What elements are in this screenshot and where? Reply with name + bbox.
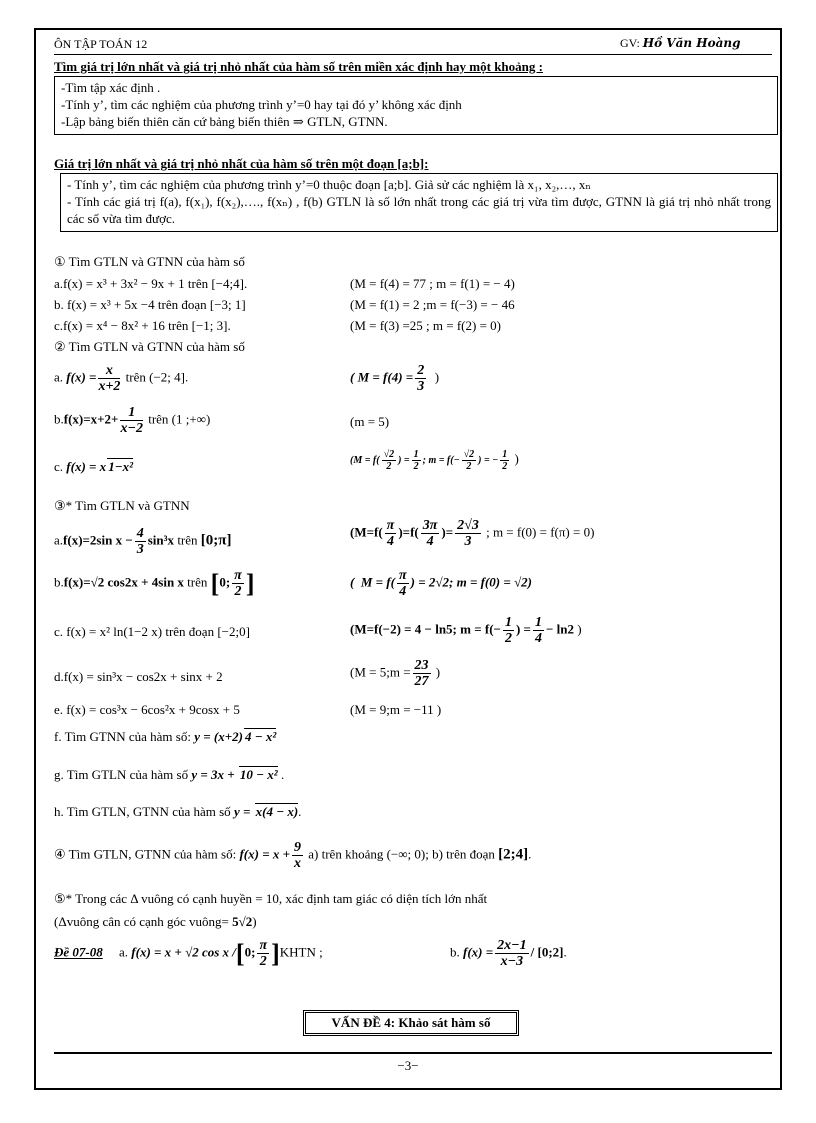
section1-step: -Lập bảng biến thiên căn cứ bảng biến thiên ⇒ GTLN, GTNN. xyxy=(61,114,388,129)
section2-step1: - Tính y’, tìm các nghiệm của phương trình y’=0 thuộc đoạn [a;b]. Giả sử các nghiệm là x₁, x₂,…, xₙ xyxy=(67,177,591,192)
ex1-a-question: a.f(x) = x³ + 3x² − 9x + 1 trên [−4;4]. xyxy=(54,276,248,291)
ex1-b-answer: (M = f(1) = 2 ;m = f(−3) = − 46 xyxy=(350,297,515,312)
page-number: −3− xyxy=(397,1058,419,1073)
exam-row: Đề 07-08 a. f(x) = x + √2 cos x /[0; $\frac{\pi}{2}$ ]KHTN ; xyxy=(54,938,323,970)
ex3-h: h. Tìm GTLN, GTNN của hàm số y = x(4 − x). xyxy=(54,804,302,819)
header-divider xyxy=(54,54,772,55)
section1-box xyxy=(54,76,778,135)
ex2-title: ② Tìm GTLN và GTNN của hàm số xyxy=(54,339,245,354)
ex3-f: f. Tìm GTNN của hàm số: y = (x+2) 4 − x² xyxy=(54,729,277,744)
ex3-c: c. f(x) = x² ln(1−2 x) trên đoạn [−2;0] xyxy=(54,624,250,639)
ex5-line1: ⑤* Trong các Δ vuông có cạnh huyền = 10, xác định tam giác có diện tích lớn nhất xyxy=(54,891,488,906)
section2-box xyxy=(60,173,778,232)
ex3-a-answer: (M=f( $\frac{\pi}{4}$ )=f( $\frac{3\pi}{4}$ )= $\frac{2√3}{3}$ ; m = f(0) = f(π) = 0) xyxy=(350,518,595,549)
ex1-c-question: c.f(x) = x⁴ − 8x² + 16 trên [−1; 3]. xyxy=(54,318,231,333)
ex3-a: a.f(x)=2sin x − $\frac{4}{3}$ sin³x trên [0;π] xyxy=(54,526,232,557)
section1-step: -Tìm tập xác định . xyxy=(61,80,161,95)
ex2-c: c. f(x) = x 1−x² xyxy=(54,459,133,474)
ex3-d-answer: (M = 5;m = $\frac{23}{27}$ ) xyxy=(350,658,441,689)
ex3-c-answer: (M=f(−2) = 4 − ln5; m = f(− $\frac{1}{2}$ ) = $\frac{1}{4}$ − ln2 ) xyxy=(350,615,582,646)
ex2-b-answer: (m = 5) xyxy=(350,414,390,429)
header-teacher xyxy=(620,36,741,50)
teacher-signature: Hồ Văn Hoàng xyxy=(642,36,741,50)
header-course: ÔN TẬP TOÁN 12 xyxy=(54,37,148,51)
ex3-e: e. f(x) = cos³x − 6cos²x + 9cosx + 5 xyxy=(54,702,240,717)
ex3-d: d.f(x) = sin³x − cos2x + sinx + 2 xyxy=(54,669,223,684)
ex3-b-answer: ( M = f( $\frac{\pi}{4}$ ) = 2√2; m = f(0) = √2) xyxy=(350,568,532,599)
ex3-g: g. Tìm GTLN của hàm số y = 3x + 10 − x² . xyxy=(54,767,285,782)
section1-title: Tìm giá trị lớn nhất và giá trị nhỏ nhất của hàm số trên miền xác định hay một khoảng : xyxy=(54,59,543,74)
ex1-b-question: b. f(x) = x³ + 5x −4 trên đoạn [−3; 1] xyxy=(54,297,246,312)
ex5-line2: (Δvuông cân có cạnh góc vuông= 5√2) xyxy=(54,914,257,929)
gv-label: GV: xyxy=(620,36,640,50)
ex3-e-answer: (M = 9;m = −11 ) xyxy=(350,702,442,717)
ex3-title: ③* Tìm GTLN và GTNN xyxy=(54,498,190,513)
ex2-a: a. f(x) = $\frac{x}{x+2}$ trên (−2; 4]. xyxy=(54,363,189,394)
ex1-a-answer: (M = f(4) = 77 ; m = f(1) = − 4) xyxy=(350,276,515,291)
topic-box: VẤN ĐỀ 4: Khảo sát hàm số xyxy=(303,1010,519,1036)
ex3-b: b.f(x)=√2 cos2x + 4sin x trên [0; $\frac{\pi}{2}$ ] xyxy=(54,568,255,600)
section2-title: Giá trị lớn nhất và giá trị nhỏ nhất của hàm số trên một đoạn [a;b]: xyxy=(54,156,429,171)
section2-step2: - Tính các giá trị f(a), f(x₁), f(x₂),…., f(xₙ) , f(b) GTLN là số lớn nhất trong các giá trị vừa tìm được, GTNN là giá trị nhỏ nhất trong các số vừa tìm được. xyxy=(67,194,771,226)
ex1-c-answer: (M = f(3) =25 ; m = f(2) = 0) xyxy=(350,318,501,333)
ex1-title: ① Tìm GTLN và GTNN của hàm số xyxy=(54,254,245,269)
ex2-b: b.f(x)=x+2+ $\frac{1}{x-2}$ trên (1 ;+∞) xyxy=(54,405,211,436)
ex2-a-answer: ( M = f(4) = $\frac{2}{3}$ ) xyxy=(350,363,440,394)
exam-b: b. f(x) = $\frac{2x-1}{x-3}$ / [0;2]. xyxy=(450,938,567,969)
ex2-c-answer: (M = f( $\frac{√2}{2}$ ) = $\frac{1}{2}$ ; m = f(− $\frac{√2}{2}$ ) = − $\frac{1}{2}$ ) xyxy=(350,449,519,472)
section1-step: -Tính y’, tìm các nghiệm của phương trình y’=0 hay tại đó y’ không xác định xyxy=(61,97,462,112)
ex4: ④ Tìm GTLN, GTNN của hàm số: f(x) = x + $\frac{9}{x}$ a) trên khoảng (−∞; 0); b) trên đoạn [2;4]. xyxy=(54,840,532,871)
exam-label: Đề 07-08 xyxy=(54,944,103,960)
footer-divider xyxy=(54,1052,772,1054)
